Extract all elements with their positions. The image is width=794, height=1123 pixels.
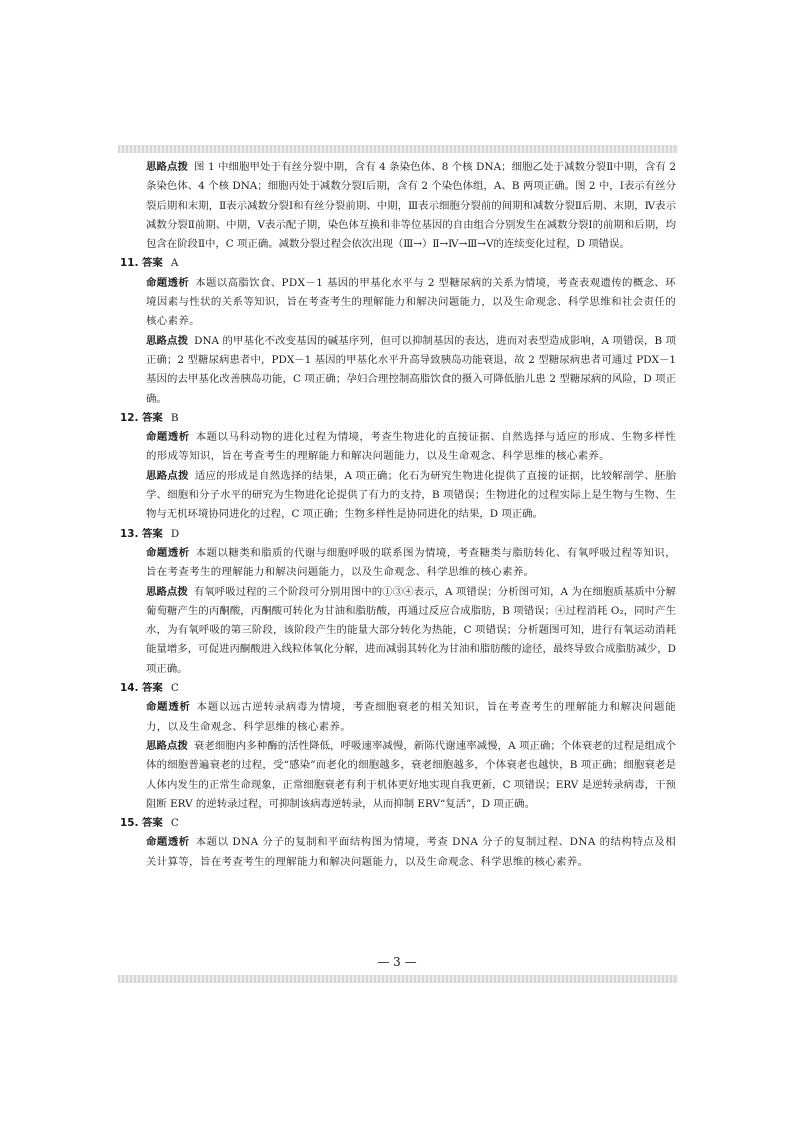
hint-label: 思路点拨 — [146, 739, 188, 752]
answer-letter: C — [170, 682, 179, 695]
question-number: 12. 答案 — [120, 411, 163, 424]
hint-label: 思路点拨 — [146, 334, 189, 347]
answer-letter: D — [170, 527, 180, 540]
analysis-paragraph — [120, 698, 676, 737]
hint-label: 思路点拨 — [146, 161, 189, 173]
bottom-decorative-band — [118, 975, 678, 983]
question-answer-line — [120, 525, 676, 544]
analysis-label: 命题透析 — [146, 546, 190, 559]
hint-text: 适应的形成是自然选择的结果，A 项正确；化石为研究生物进化提供了直接的证据，比较解剖学、胚胎学、细胞和分子水平的研究为生物进化论提供了有力的支持，B 项错误；生物进化的过程实际上是生物与生物、生物与无机环境协同进化的过程，C 项正确；生物多样性是协同进化的结果，D 项正确。 — [146, 469, 676, 521]
analysis-label: 命题透析 — [146, 701, 191, 714]
analysis-text: 本题以糖类和脂质的代谢与细胞呼吸的联系图为情境，考查糖类与脂肪转化、有氧呼吸过程等知识，旨在考查考生的理解能力和解决问题能力，以及生命观念、科学思维的核心素养。 — [146, 546, 676, 579]
hint-text: 衰老细胞内多种酶的活性降低，呼吸速率减慢，新陈代谢速率减慢，A 项正确；个体衰老的过程是组成个体的细胞普遍衰老的过程，受“感染”而老化的细胞越多，衰老细胞越多，个体衰老也越快，B 项正确；细胞衰老是人体内发生的正常生命现象，正常细胞衰老有利于机体更好地实现自我更新，C 项错误；ERV 是逆转录病毒，干预阻断 ERV 的逆转录过程，可抑制该病毒逆转录，从而抑制 ERV“复活”，D 项正确。 — [146, 739, 677, 810]
hint-paragraph — [120, 467, 676, 525]
analysis-paragraph — [120, 274, 676, 332]
page-number: — 3 — — [377, 955, 417, 969]
top-decorative-band — [118, 145, 678, 153]
answer-letter: C — [170, 817, 179, 830]
question-number: 14. 答案 — [120, 682, 163, 695]
question-answer-line — [120, 814, 676, 833]
analysis-paragraph — [120, 833, 676, 872]
analysis-label: 命题透析 — [146, 431, 190, 444]
hint-label: 思路点拨 — [146, 585, 188, 598]
question-number: 15. 答案 — [120, 817, 163, 830]
analysis-text: 本题以高脂饮食、PDX－1 基因的甲基化水平与 2 型糖尿病的关系为情境，考查表观遗传的概念、环境因素与性状的关系等知识，旨在考查考生的理解能力和解决问题能力，以及生命观念、科学思维和社会责任的核心素养。 — [146, 276, 676, 328]
answer-content — [120, 158, 676, 872]
intro-hint — [120, 158, 676, 254]
analysis-label: 命题透析 — [146, 836, 190, 849]
hint-text: DNA 的甲基化不改变基因的碱基序列，但可以抑制基因的表达，进而对表型造成影响，A 项错误，B 项正确；2 型糖尿病患者中，PDX－1 基因的甲基化水平升高导致胰岛功能衰退，故 2 型糖尿病患者可通过 PDX－1 基因的去甲基化改善胰岛功能，C 项正确；孕妇合理控制高脂饮食的摄入可降低胎儿患 2 型糖尿病的风险，D 项正确。 — [146, 334, 677, 405]
question-answer-line — [120, 254, 676, 273]
hint-text: 图 1 中细胞甲处于有丝分裂中期，含有 4 条染色体、8 个核 DNA；细胞乙处于减数分裂Ⅱ中期，含有 2 条染色体、4 个核 DNA；细胞丙处于减数分裂Ⅰ后期，含有 2 个染色体组，A、B 两项正确。图 2 中，Ⅰ表示有丝分裂后期和末期，Ⅱ表示减数分裂Ⅰ和有丝分裂前期、中期，Ⅲ表示细胞分裂前的间期和减数分裂Ⅱ后期、末期，Ⅳ表示减数分裂Ⅱ前期、中期，Ⅴ表示配子期，染色体互换和非等位基因的自由组合分别发生在减数分裂Ⅰ的前期和后期，均包含在阶段Ⅱ中，C 项正确。减数分裂过程会依次出现（Ⅲ→）Ⅱ→Ⅳ→Ⅲ→Ⅴ的连续变化过程，D 项错误。 — [146, 161, 676, 251]
analysis-label: 命题透析 — [146, 276, 190, 289]
analysis-text: 本题以远古逆转录病毒为情境，考查细胞衰老的相关知识，旨在考查考生的理解能力和解决问题能力，以及生命观念、科学思维的核心素养。 — [146, 701, 676, 733]
hint-text: 有氧呼吸过程的三个阶段可分别用图中的①③④表示，A 项错误；分析图可知，A 为在细胞质基质中分解葡萄糖产生的丙酮酸，丙酮酸可转化为甘油和脂肪酸，再通过反应合成脂肪，B 项错误；④过程消耗 O₂，同时产生水，为有氧呼吸的第三阶段，该阶段产生的能量大部分转化为热能，C 项错误；分析题图可知，进行有氧运动消耗能量增多，可促进丙酮酸进入线粒体氧化分解，进而减弱其转化为甘油和脂肪酸的途径，最终导致合成脂肪减少，D 项正确。 — [146, 585, 676, 675]
analysis-text: 本题以 DNA 分子的复制和平面结构图为情境，考查 DNA 分子的复制过程、DNA 的结构特点及相关计算等，旨在考查考生的理解能力和解决问题能力，以及生命观念、科学思维的核心素养。 — [146, 836, 676, 868]
answer-letter: A — [170, 257, 179, 270]
hint-paragraph — [120, 332, 676, 409]
hint-label: 思路点拨 — [146, 469, 189, 482]
question-number: 11. 答案 — [120, 257, 163, 270]
answer-letter: B — [170, 411, 179, 424]
hint-paragraph — [120, 737, 676, 814]
analysis-text: 本题以马科动物的进化过程为情境，考查生物进化的直接证据、自然选择与适应的形成、生物多样性的形成等知识，旨在考查考生的理解能力和解决问题能力，以及生命观念、科学思维的核心素养。 — [146, 431, 676, 463]
question-number: 13. 答案 — [120, 527, 163, 540]
hint-paragraph — [120, 583, 676, 679]
analysis-paragraph — [120, 544, 676, 583]
question-answer-line — [120, 409, 676, 428]
analysis-paragraph — [120, 428, 676, 467]
question-answer-line — [120, 679, 676, 698]
